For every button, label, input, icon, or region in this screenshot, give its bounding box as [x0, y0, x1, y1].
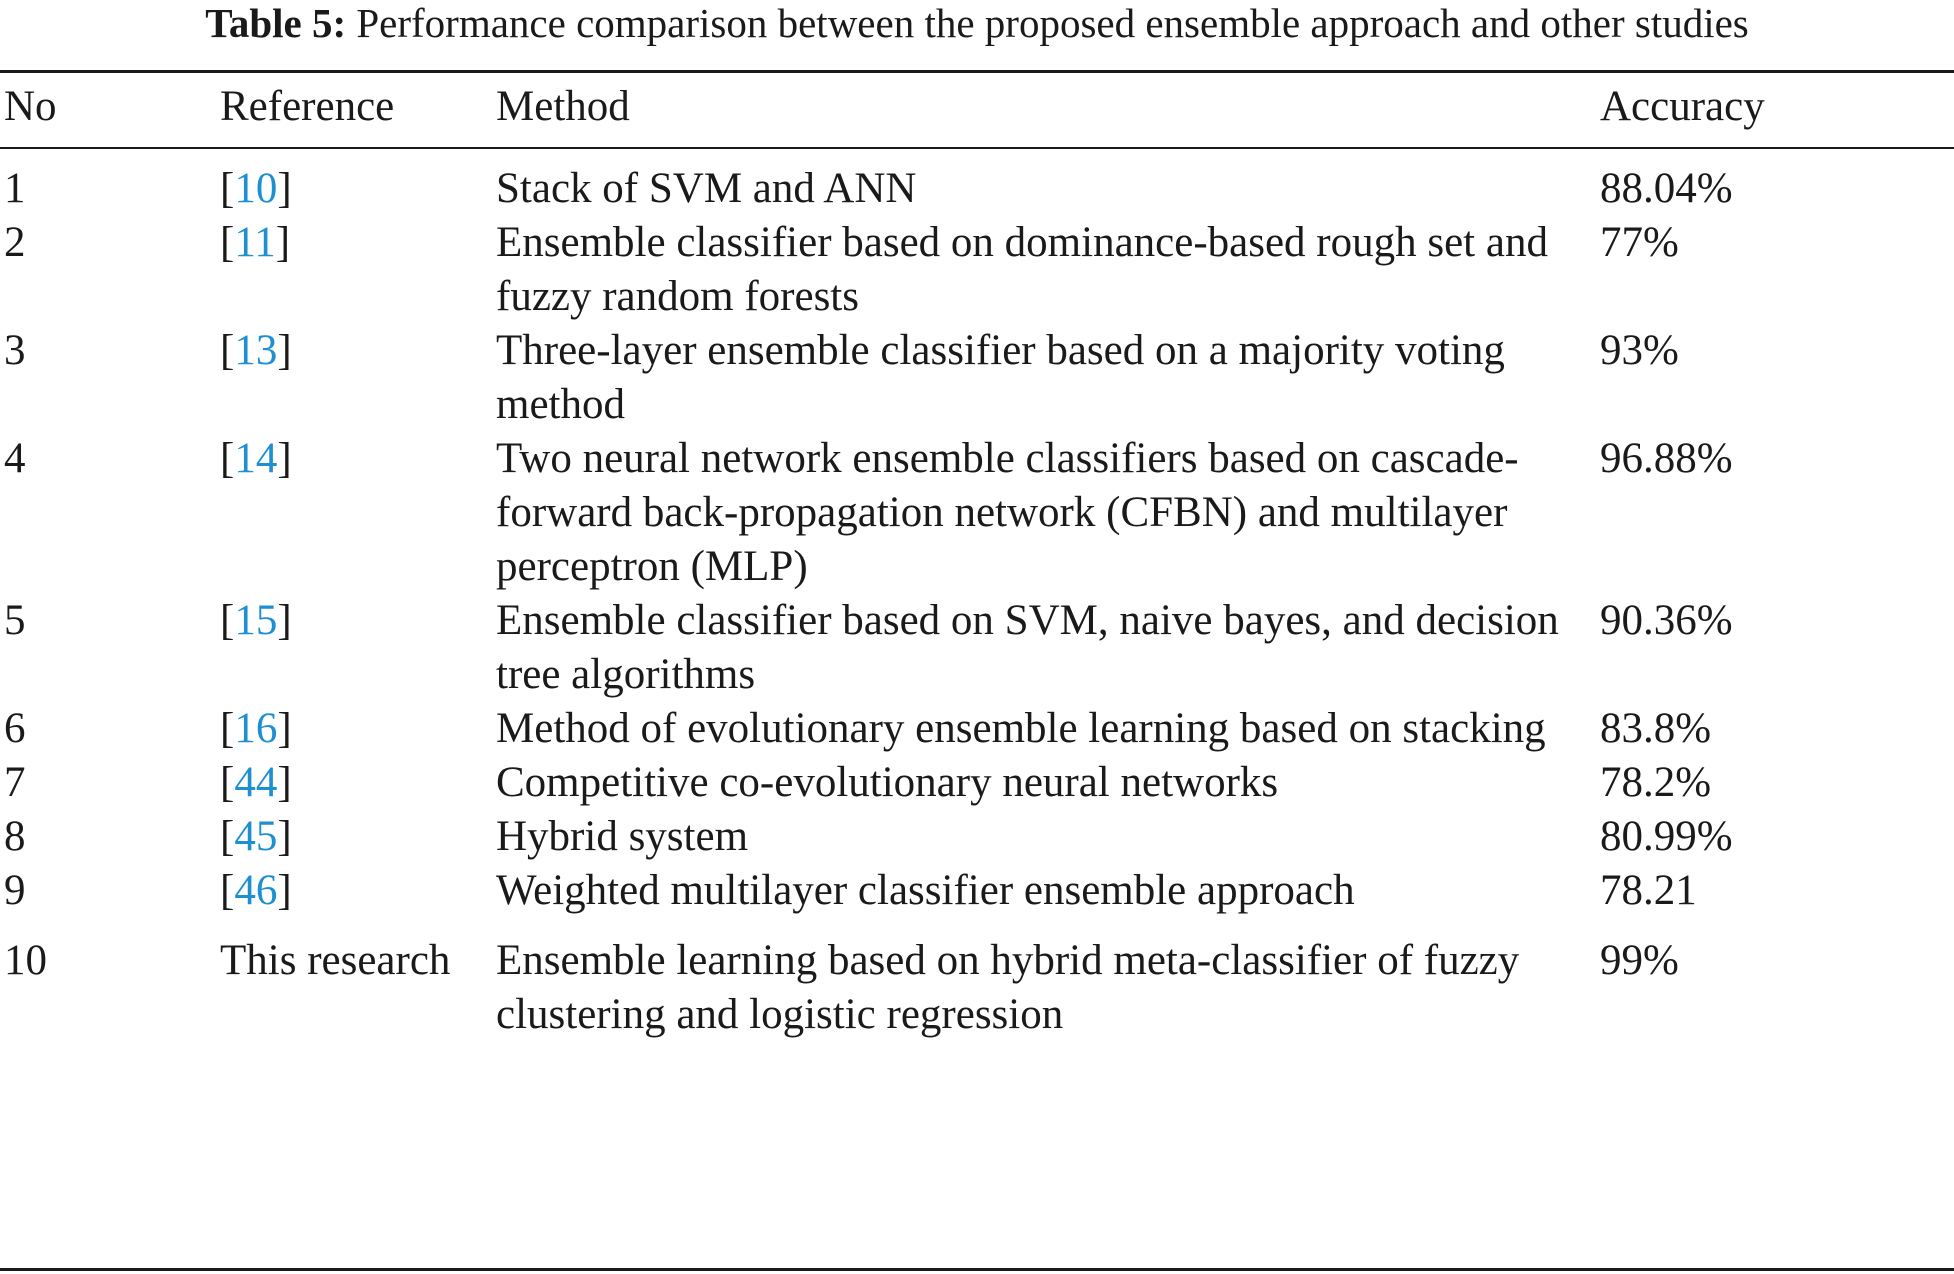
table-bottom-rule — [0, 1268, 1954, 1271]
reference-link[interactable]: 10 — [234, 165, 278, 212]
row-reference: [11] — [220, 219, 291, 266]
header-accuracy: Accuracy — [1600, 83, 1765, 130]
row-method: Ensemble classifier based on SVM, naive bayes, and decision tree algorithms — [496, 597, 1559, 698]
row-reference: [16] — [220, 705, 292, 752]
row-accuracy: 96.88% — [1600, 435, 1733, 482]
row-reference: [45] — [220, 813, 292, 860]
row-accuracy: 77% — [1600, 219, 1679, 266]
row-reference: [14] — [220, 435, 292, 482]
reference-link[interactable]: 13 — [234, 327, 278, 374]
row-accuracy: 78.21 — [1600, 867, 1697, 914]
table-row — [0, 756, 1954, 810]
header-no: No — [4, 83, 57, 130]
row-accuracy: 80.99% — [1600, 813, 1733, 860]
row-accuracy: 88.04% — [1600, 165, 1733, 212]
row-method: Three-layer ensemble classifier based on a majority voting method — [496, 327, 1505, 428]
row-accuracy: 78.2% — [1600, 759, 1712, 806]
row-method: Two neural network ensemble classifiers based on cascade-forward back-propagation network (CFBN) and multilayer perceptron (MLP) — [496, 435, 1519, 590]
reference-link[interactable]: 11 — [234, 219, 276, 266]
row-reference: [10] — [220, 165, 292, 212]
reference-link[interactable]: 44 — [234, 759, 278, 806]
row-accuracy: 90.36% — [1600, 597, 1733, 644]
row-reference: [13] — [220, 327, 292, 374]
table-caption-text: Performance comparison between the proposed ensemble approach and other studies — [356, 0, 1749, 46]
row-no: 6 — [4, 705, 26, 752]
table-row — [0, 864, 1954, 918]
row-no: 3 — [4, 327, 26, 374]
row-reference: [44] — [220, 759, 292, 806]
row-no: 7 — [4, 759, 26, 806]
table-caption — [0, 0, 1954, 46]
comparison-table — [0, 80, 1954, 1042]
row-no: 5 — [4, 597, 26, 644]
reference-link[interactable]: 15 — [234, 597, 278, 644]
row-no: 9 — [4, 867, 26, 914]
table-row — [0, 918, 1954, 1042]
table-top-rule — [0, 70, 1954, 73]
row-no: 10 — [4, 937, 47, 984]
table-header-row — [0, 80, 1954, 150]
header-reference: Reference — [220, 83, 395, 130]
row-accuracy: 83.8% — [1600, 705, 1712, 752]
reference-link[interactable]: 14 — [234, 435, 278, 482]
row-reference: [15] — [220, 597, 292, 644]
table-row — [0, 432, 1954, 594]
row-method: Method of evolutionary ensemble learning based on stacking — [496, 705, 1546, 752]
row-reference: [46] — [220, 867, 292, 914]
table-row — [0, 324, 1954, 432]
row-no: 8 — [4, 813, 26, 860]
reference-link[interactable]: 16 — [234, 705, 278, 752]
table-row — [0, 216, 1954, 324]
row-method: Hybrid system — [496, 813, 749, 860]
table-row — [0, 150, 1954, 216]
header-method: Method — [496, 83, 630, 130]
table-row — [0, 594, 1954, 702]
table-row — [0, 702, 1954, 756]
row-reference: This research — [220, 937, 451, 984]
row-no: 1 — [4, 165, 26, 212]
table-row — [0, 810, 1954, 864]
row-no: 4 — [4, 435, 26, 482]
row-method: Stack of SVM and ANN — [496, 165, 917, 212]
reference-link[interactable]: 45 — [234, 813, 278, 860]
row-method: Weighted multilayer classifier ensemble approach — [496, 867, 1355, 914]
row-method: Competitive co-evolutionary neural networks — [496, 759, 1279, 806]
table-caption-label: Table 5: — [205, 0, 347, 46]
row-method: Ensemble classifier based on dominance-based rough set and fuzzy random forests — [496, 219, 1548, 320]
row-method: Ensemble learning based on hybrid meta-classifier of fuzzy clustering and logistic regression — [496, 937, 1520, 1038]
row-accuracy: 99% — [1600, 937, 1679, 984]
row-accuracy: 93% — [1600, 327, 1679, 374]
row-no: 2 — [4, 219, 26, 266]
reference-link[interactable]: 46 — [234, 867, 278, 914]
